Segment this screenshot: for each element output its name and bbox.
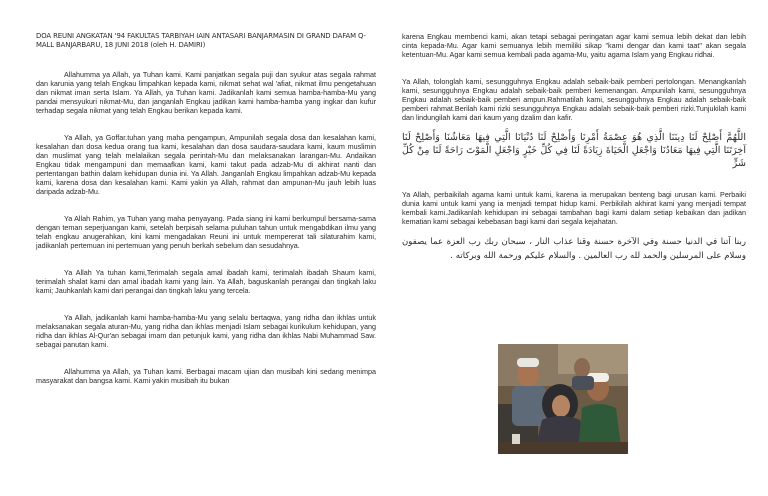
arabic-closing-prayer: ربنا آتنا في الدنيا حسنة وفي الآخرة حسنة وقنا عذاب النار ، سبحان ربك رب العزة عما يصفون وسلام على المرسلين والحمد لله رب العالمين . والسلام عليكم ورحمة الله وبركاته .	[402, 237, 746, 261]
arabic-prayer: اللَّهُمَّ أَصْلِحْ لَنَا دِينَنَا الَّذِي هُوَ عِصْمَةُ أَمْرِنَا وَأَصْلِحْ لَنَا دُنْيَانَا الَّتِي فِيهَا مَعَاشُنَا وَأَصْلِحْ لَنَا آخِرَتَنَا الَّتِي فِيهَا مَعَادُنَا وَاجْعَلِ الْحَيَاةَ زِيَادَةً لَنَا فِي كُلِّ خَيْرٍ وَاجْعَلِ الْمَوْتَ رَاحَةً لَنَا مِنْ كُلِّ شَرٍّ	[402, 132, 746, 169]
reunion-photo	[498, 344, 628, 454]
paragraph: Ya Allah, tolonglah kami, sesungguhnya Engkau adalah sebaik-baik pemberi pertolongan. Menangkanlah kami, sesungguhnya Engkau adalah sebaik-baik pemberi kemenangan. Ampunilah kami, sesungguhnya Engkau adalah sebaik-baik pemberi ampun.Rahmatilah kami, sesungguhnya Engkau adalah sebaik-baik pemberi rahmat.Berilah kami rizki sesungguhnya Engkau adalah sebaik-baik pemberi rizki.Tunjukilah kami dan lindungilah kami dari kaum yang dzalim dan kafir.	[402, 77, 746, 122]
paragraph: Ya Allah Rahim, ya Tuhan yang maha penyayang. Pada siang ini kami berkumpul bersama-sama dengan teman seperjuangan kami, setelah berpisah selama puluhan tahun untuk mengabdikan ilmu yang telah engkau anugerahkan, kini kami mengadakan Reuni ini untuk mempererat tali silaturahim kami, jadikanlah pertemuan ini pertemuan yang penuh berkah sebelum dan sesudahnya.	[36, 214, 376, 250]
document-heading: DOA REUNI ANGKATAN '94 FAKULTAS TARBIYAH IAIN ANTASARI BANJARMASIN DI GRAND DAFAM Q-MALL BANJARBARU, 18 JUNI 2018 (oleh H. DAMIRI)	[36, 32, 366, 49]
paragraph: Ya Allah, perbaikilah agama kami untuk kami, karena ia merupakan benteng bagi urusan kami. Perbaiki dunia kami untuk kami yang ia menjadi tempat hidup kami. Perbikilah akhirat kami yang menjadi tempat kembali kami.Jadikanlah kehidupan ini sebagai tambahan bagi kami dalam setiap kebaikan dan jadikan kematian kami sebagai kebebasan bagi kami dari segala kejahatan.	[402, 190, 746, 226]
paragraph: karena Engkau membenci kami, akan tetapi sebagai peringatan agar kami semua lebih dekat dan lebih cinta kepada-Mu. Agar kami semuanya lebih memiliki sikap "kami dengar dan kami taat" akan segala ketentuan-Mu. Agar kami semua kembali pada agama-Mu, yaitu agama Islam yang Engkau ridhai.	[402, 32, 746, 59]
left-column	[36, 32, 376, 403]
paragraph: Allahumma ya Allah, ya Tuhan kami. Kami panjatkan segala puji dan syukur atas segala rahmat dan karunia yang telah Engkau limpahkan kepada kami, nikmat sehat wal 'afiat, nikmat ilmu pengetahuan dan nikmat iman serta Islam. Ya Allah, ya Tuhan kami. Jadikanlah kami semua hamba-hamba-Mu yang pandai mensyukuri nikmat-Mu, dan janganlah Engkau jadikan kami hamba-hamba yang ingkar dan kufur terhadap segala nikmat yang telah Engkau berikan kepada kami.	[36, 70, 376, 115]
paragraph: Allahumma ya Allah, ya Tuhan kami. Berbagai macam ujian dan musibah kini sedang menimpa masyarakat dan bangsa kami. Kami yakin musibah itu bukan	[36, 367, 376, 385]
paragraph: Ya Allah, ya Goffar.tuhan yang maha pengampun, Ampunilah segala dosa dan kesalahan kami, kesalahan dan dosa kedua orang tua kami, kesalahan dan dosa saudara-saudara kami, kaum muslimin dan muslimat yang telah melalaikan segala perintah-Mu dan melaksanakan larangan-Mu. Andaikan Engkau tidak mengampuni dan memaafkan kami, kami takut pada adzab-Mu di akhirat nanti dan pertentangan bathin dalam kehidupan dunia ini. Ya Allah. Janganlah Engkau limpahkan adzab-Mu kepada kami, karena dosa dan kesalahan kami. Kami yakin ya Allah, rahmat dan ampunan-Mu jauh lebih luas daripada adzab-Mu.	[36, 133, 376, 196]
paragraph: Ya Allah, jadikanlah kami hamba-hamba-Mu yang selalu bertaqwa, yang ridha dan ikhlas untuk melaksanakan segala aturan-Mu, yang ridha dan ikhlas menjadi Islam sebagai kurikulum kehidupan, yang ridha dan ikhlas Al-Qur'an sebagai imam dan petunjuk kami, yang ridha dan ikhlas Nabi Muhammad Saw. sebagai panutan kami.	[36, 313, 376, 349]
paragraph: Ya Allah Ya tuhan kami,Terimalah segala amal ibadah kami, terimalah ibadah Shaum kami, terimalah shalat kami dan amal ibadah kami yang lain. Ya Allah, baguskanlah perangai dan tingkah laku kami; Jauhkanlah kami dari perangai dan tingkah laku yang tercela.	[36, 268, 376, 295]
right-column	[402, 32, 746, 277]
